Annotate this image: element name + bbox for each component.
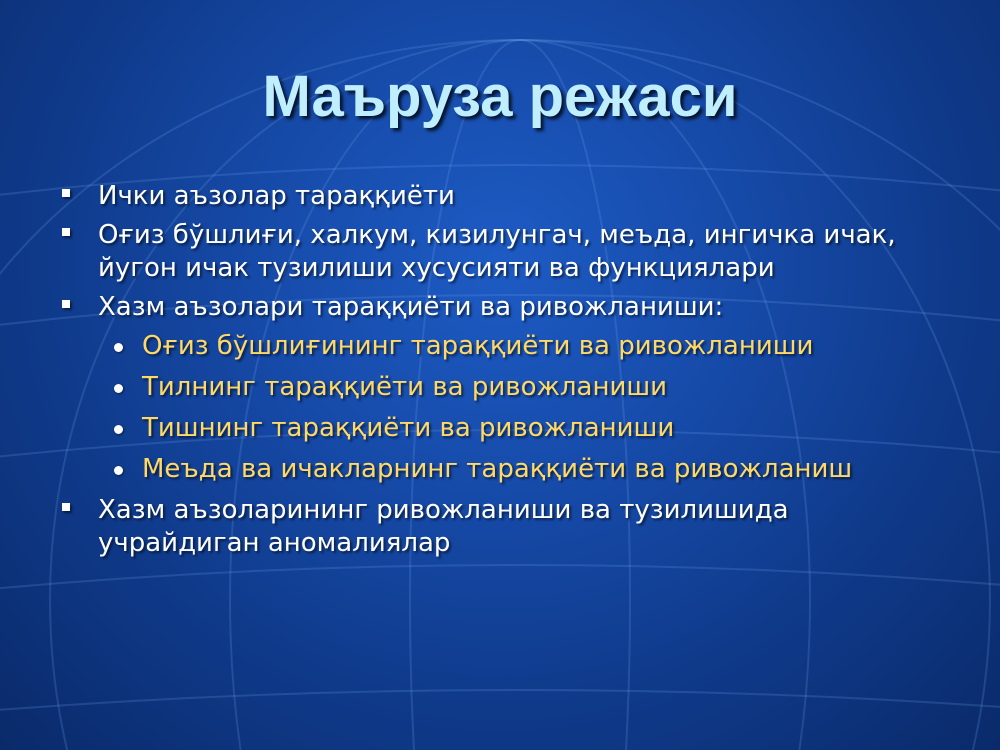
round-bullet-icon bbox=[114, 384, 123, 393]
square-bullet-icon bbox=[62, 189, 70, 197]
sub-bullet-text: Меъда ва ичакларнинг тараққиёти ва ривожланиш bbox=[142, 454, 853, 484]
bullet-text: Хазм аъзолари тараққиёти ва ривожланиши: bbox=[98, 292, 724, 322]
bullet-text: Хазм аъзоларининг ривожланиши ва тузилишида учрайдиган аномалиялар bbox=[98, 495, 789, 558]
sub-bullet-text: Оғиз бўшлиғининг тараққиёти ва ривожланиши bbox=[142, 331, 814, 361]
sub-bullet-item bbox=[58, 371, 958, 404]
bullet-item bbox=[58, 291, 958, 324]
bullet-item bbox=[58, 180, 958, 213]
bullet-item bbox=[58, 494, 958, 560]
bullet-text: Оғиз бўшлиғи, халкум, кизилунгач, меъда, ингичка ичак, йугон ичак тузилиши хусусияти ва функциялари bbox=[98, 220, 896, 283]
sub-bullet-item bbox=[58, 330, 958, 363]
sub-bullet-item bbox=[58, 412, 958, 445]
round-bullet-icon bbox=[114, 425, 123, 434]
bullet-text: Ички аъзолар тараққиёти bbox=[98, 181, 455, 211]
sub-bullet-item bbox=[58, 453, 958, 486]
sub-bullet-text: Тилнинг тараққиёти ва ривожланиши bbox=[142, 372, 668, 402]
round-bullet-icon bbox=[114, 466, 123, 475]
bullet-list bbox=[58, 180, 958, 566]
square-bullet-icon bbox=[62, 503, 70, 511]
slide-title: Маъруза режаси bbox=[262, 64, 738, 129]
square-bullet-icon bbox=[62, 300, 70, 308]
bullet-item bbox=[58, 219, 958, 285]
round-bullet-icon bbox=[114, 343, 123, 352]
square-bullet-icon bbox=[62, 228, 70, 236]
sub-bullet-text: Тишнинг тараққиёти ва ривожланиши bbox=[142, 413, 675, 443]
sub-bullet-list bbox=[58, 330, 958, 486]
